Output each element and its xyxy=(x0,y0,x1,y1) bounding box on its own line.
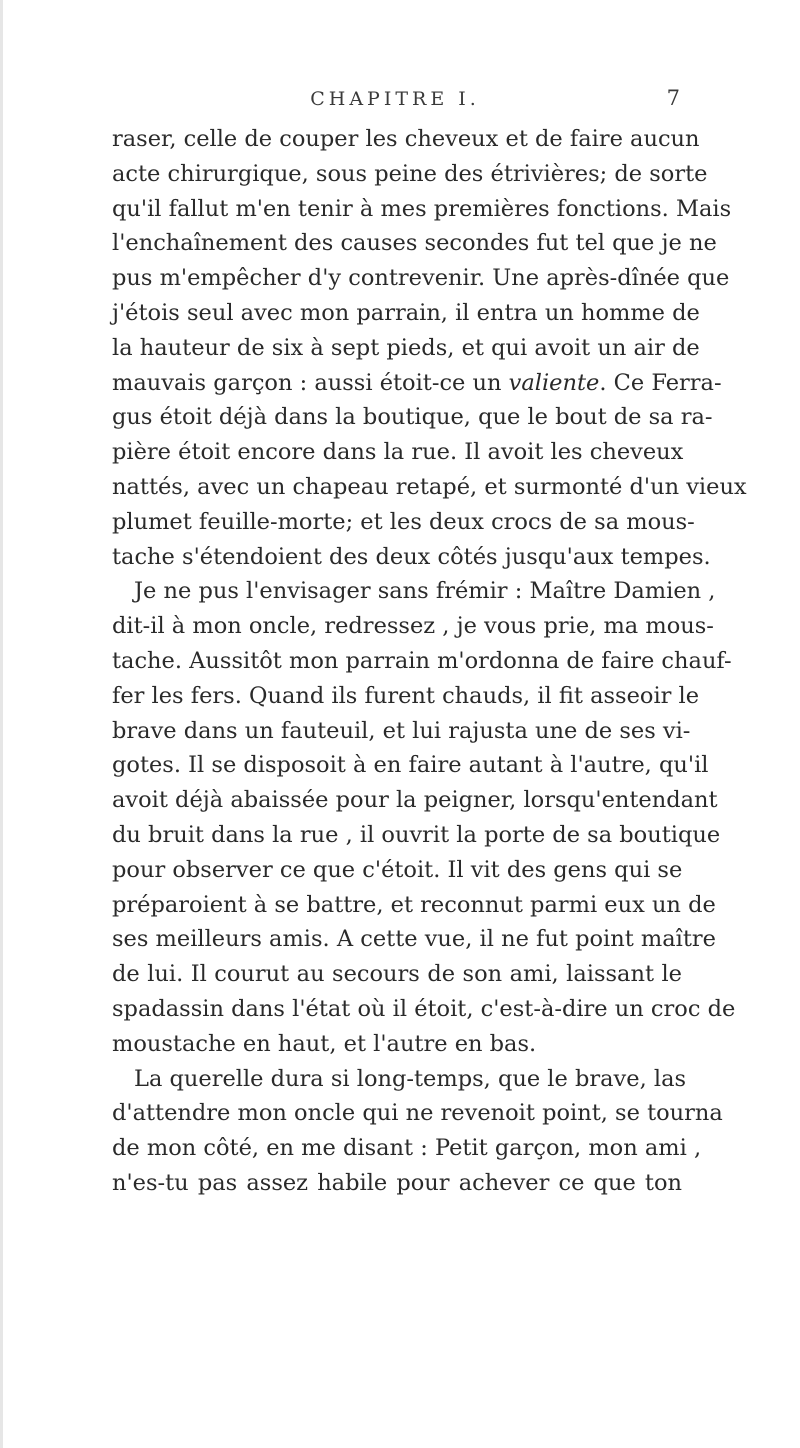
text-line: gotes. Il se disposoit à en faire autant à l'autre, qu'il xyxy=(112,752,709,779)
text-line: avoit déjà abaissée pour la peigner, lorsqu'entendant xyxy=(112,787,718,814)
text-line: pour observer ce que c'étoit. Il vit des gens qui se xyxy=(112,856,683,883)
text-line: pus m'empêcher d'y contrevenir. Une après-dînée que xyxy=(112,265,730,292)
text-line: nattés, avec un chapeau retapé, et surmonté d'un vieux xyxy=(112,473,747,500)
paragraph-start: Je ne pus l'envisager sans frémir : Maître Damien , xyxy=(134,578,716,605)
text-line: acte chirurgique, sous peine des étrivières; de sorte xyxy=(112,160,708,187)
text-line: dit-il à mon oncle, redressez , je vous prie, ma mous- xyxy=(112,613,714,640)
text-line: ses meilleurs amis. A cette vue, il ne fut point maître xyxy=(112,926,716,953)
text-line: préparoient à se battre, et reconnut parmi eux un de xyxy=(112,891,716,918)
text-line: de mon côté, en me disant : Petit garçon, mon ami , xyxy=(112,1135,702,1162)
text-line: moustache en haut, et l'autre en bas. xyxy=(112,1030,537,1057)
chapter-title: CHAPITRE I. xyxy=(310,88,480,110)
text-line: spadassin dans l'état où il étoit, c'est-à-dire un croc de xyxy=(112,995,736,1022)
text-line: pière étoit encore dans la rue. Il avoit les cheveux xyxy=(112,439,684,466)
text-line: du bruit dans la rue , il ouvrit la porte de sa boutique xyxy=(112,821,721,848)
running-head xyxy=(110,88,680,118)
text-line: n'es-tu pas assez habile pour achever ce que ton xyxy=(112,1169,682,1196)
text-line: raser, celle de couper les cheveux et de faire aucun xyxy=(112,126,700,152)
italic-word: valiente xyxy=(508,369,600,396)
text-line: la hauteur de six à sept pieds, et qui avoit un air de xyxy=(112,334,700,361)
page-edge xyxy=(0,0,3,1448)
page-number: 7 xyxy=(666,86,680,110)
text-line: de lui. Il courut au secours de son ami, laissant le xyxy=(112,961,682,988)
text-line: gus étoit déjà dans la boutique, que le bout de sa ra- xyxy=(112,404,713,431)
text-line: tache s'étendoient des deux côtés jusqu'aux tempes. xyxy=(112,543,711,570)
text-line: mauvais garçon : aussi étoit-ce un valiente. Ce Ferra- xyxy=(112,369,722,396)
text-line: fer les fers. Quand ils furent chauds, il fit asseoir le xyxy=(112,682,700,709)
text-line: tache. Aussitôt mon parrain m'ordonna de faire chauf- xyxy=(112,647,732,674)
text-line: brave dans un fauteuil, et lui rajusta une de ses vi- xyxy=(112,717,691,744)
text-line: j'étois seul avec mon parrain, il entra un homme de xyxy=(112,299,700,326)
body-text xyxy=(112,122,747,1201)
text-line: d'attendre mon oncle qui ne revenoit point, se tourna xyxy=(112,1100,723,1127)
paragraph-start: La querelle dura si long-temps, que le brave, las xyxy=(134,1065,687,1092)
text-line: l'enchaînement des causes secondes fut tel que je ne xyxy=(112,230,717,257)
text-line: qu'il fallut m'en tenir à mes premières fonctions. Mais xyxy=(112,195,732,222)
text-line: plumet feuille-morte; et les deux crocs de sa mous- xyxy=(112,508,695,535)
